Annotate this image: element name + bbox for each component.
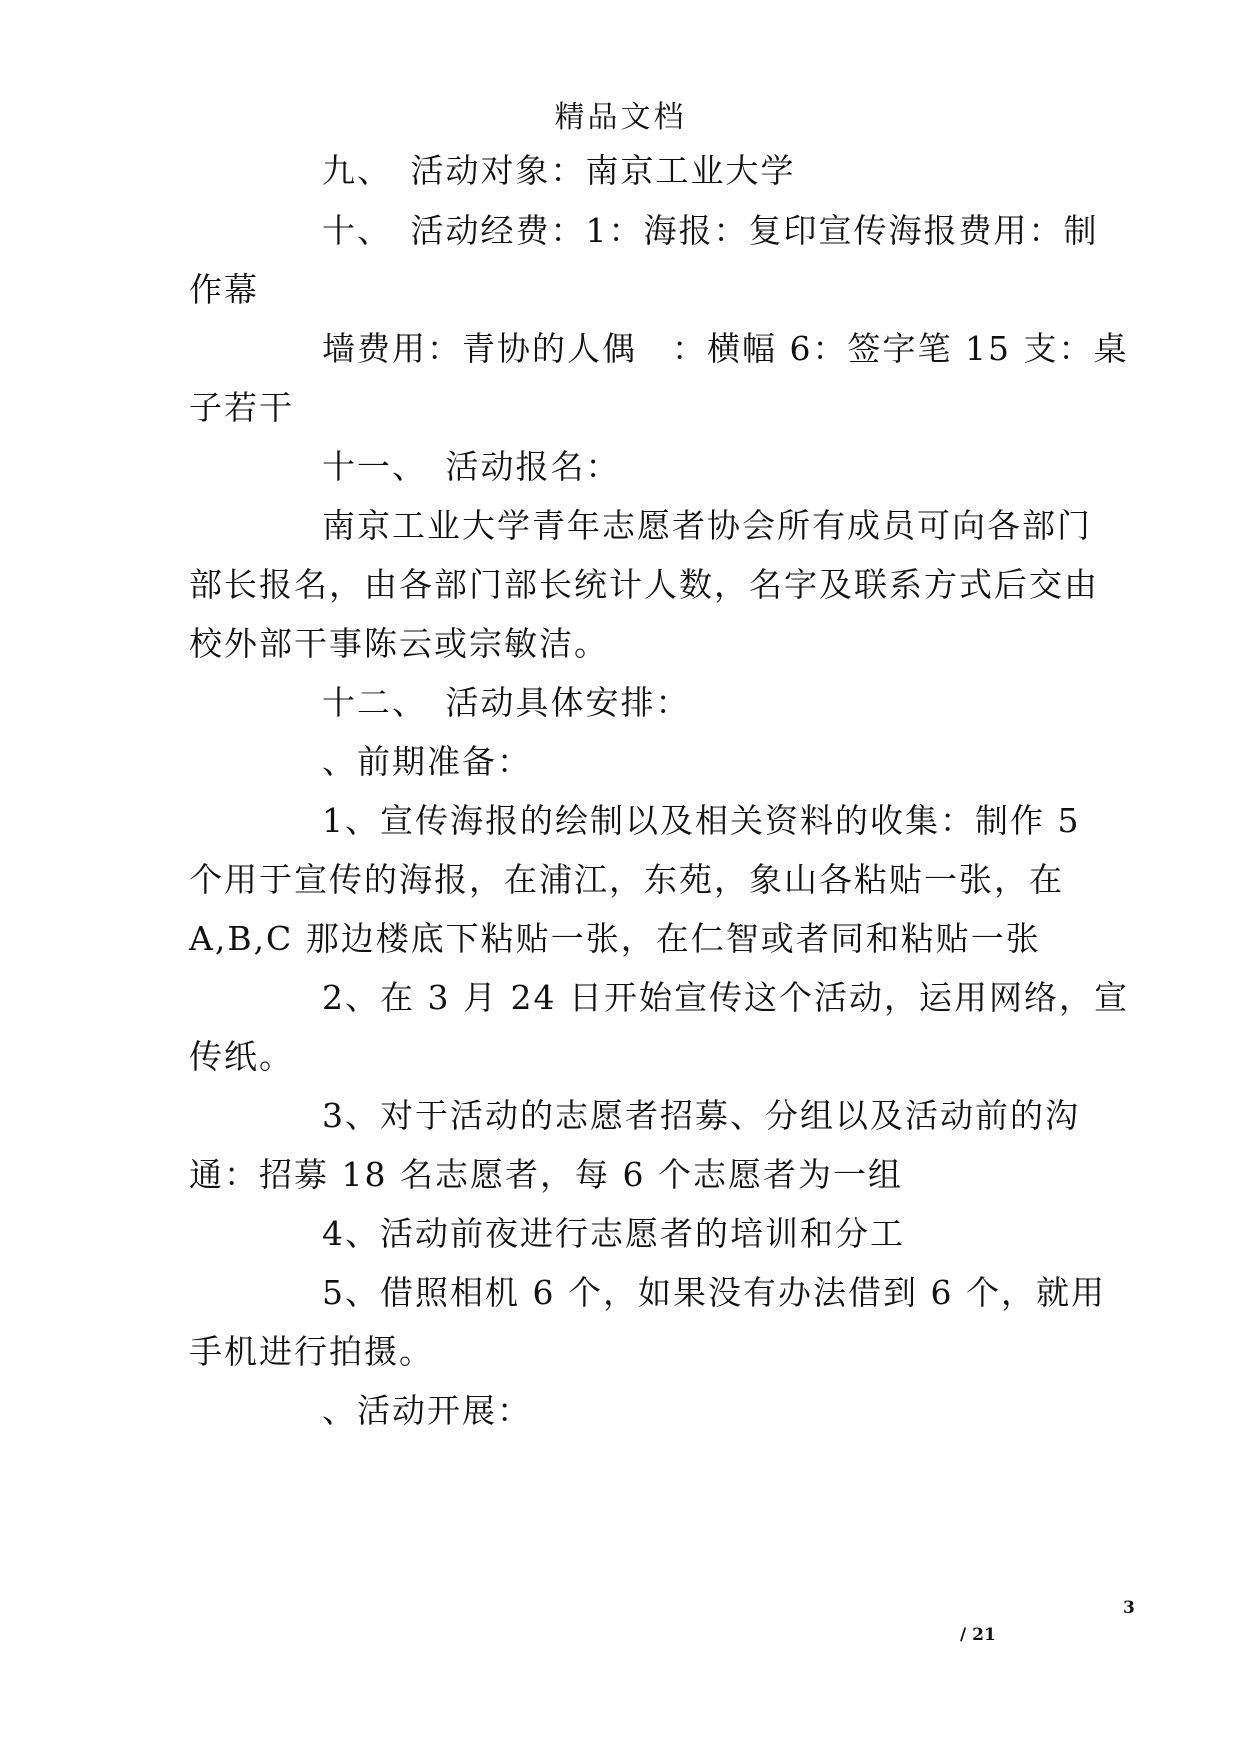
text-line: 作幕: [189, 270, 259, 309]
text-line: 通：招募 18 名志愿者，每 6 个志愿者为一组: [189, 1155, 903, 1194]
page-total: / 21: [960, 1625, 996, 1645]
text-line: 2、在 3 月 24 日开始宣传这个活动，运用网络，宣: [322, 978, 1129, 1017]
text-line: 部长报名，由各部门部长统计人数，名字及联系方式后交由: [189, 565, 1099, 604]
page-header-title: 精品文档: [554, 100, 687, 135]
text-line: 1、宣传海报的绘制以及相关资料的收集：制作 5: [322, 801, 1081, 840]
text-line: 3、对于活动的志愿者招募、分组以及活动前的沟: [322, 1096, 1080, 1135]
text-line: A,B,C 那边楼底下粘贴一张，在仁智或者同和粘贴一张: [189, 919, 1041, 958]
text-line: 墙费用：青协的人偶 ：横幅 6：签字笔 15 支：桌: [322, 329, 1129, 368]
text-line: 个用于宣传的海报，在浦江，东苑，象山各粘贴一张，在: [189, 860, 1064, 899]
text-line: 九、 活动对象：南京工业大学: [322, 151, 796, 190]
text-line: 十、 活动经费：1：海报：复印宣传海报费用：制: [322, 211, 1099, 250]
text-line: 十一、 活动报名：: [322, 447, 621, 486]
text-line: 、活动开展：: [322, 1391, 532, 1430]
text-line: 手机进行拍摄。: [189, 1332, 434, 1371]
text-line: 、前期准备：: [322, 742, 532, 781]
text-line: 5、借照相机 6 个，如果没有办法借到 6 个，就用: [322, 1273, 1106, 1312]
page-number: 3: [1123, 1598, 1135, 1618]
text-line: 校外部干事陈云或宗敏洁。: [189, 624, 609, 663]
text-line: 南京工业大学青年志愿者协会所有成员可向各部门: [322, 506, 1092, 545]
text-line: 传纸。: [189, 1037, 294, 1076]
text-line: 十二、 活动具体安排：: [322, 683, 691, 722]
text-line: 4、活动前夜进行志愿者的培训和分工: [322, 1214, 905, 1253]
text-line: 子若干: [189, 388, 294, 427]
